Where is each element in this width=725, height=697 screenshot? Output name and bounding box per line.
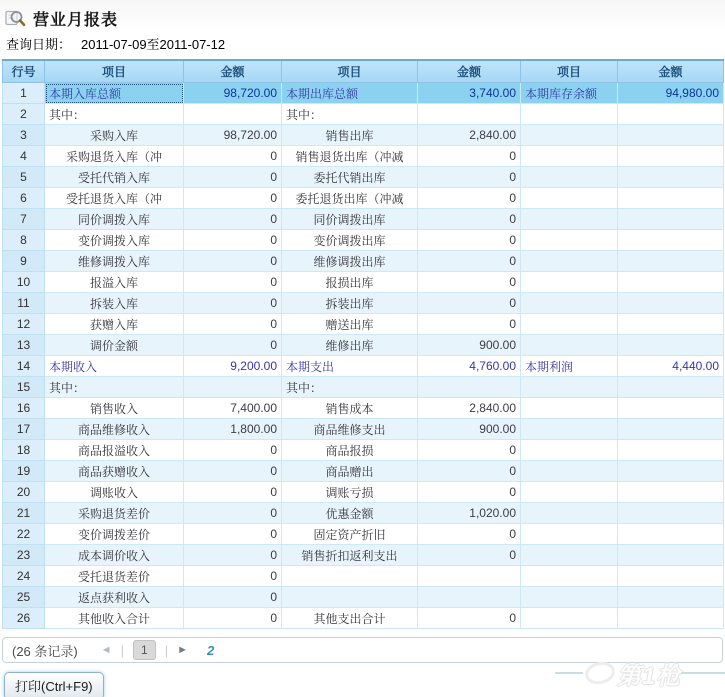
table-row[interactable]: [3, 419, 724, 440]
table-row[interactable]: [3, 608, 724, 629]
table-body: [3, 83, 724, 629]
amount-cell: 1,800.00: [184, 419, 282, 440]
table-row[interactable]: [3, 146, 724, 167]
amount-cell: 0: [184, 188, 282, 209]
amount-cell: [418, 104, 521, 125]
item-cell: [521, 230, 618, 251]
item-cell: [521, 419, 618, 440]
watermark-line: [555, 672, 583, 674]
row-number: 21: [3, 503, 45, 524]
amount-cell: [618, 587, 724, 608]
amount-cell: 4,760.00: [418, 356, 521, 377]
item-cell: 销售折扣返利支出: [282, 545, 418, 566]
report-magnifier-icon: [5, 9, 26, 28]
query-date-line: [0, 31, 725, 58]
item-cell: 报损出库: [282, 272, 418, 293]
amount-cell: [618, 104, 724, 125]
item-cell: 其中：: [45, 377, 184, 398]
item-cell: 销售收入: [45, 398, 184, 419]
item-cell: [521, 188, 618, 209]
item-cell: 维修出库: [282, 335, 418, 356]
amount-cell: 3,740.00: [418, 83, 521, 104]
query-date-label: 查询日期：: [6, 37, 72, 52]
row-number: 15: [3, 377, 45, 398]
row-number: 19: [3, 461, 45, 482]
item-cell: 商品报溢收入: [45, 440, 184, 461]
item-cell: 赠送出库: [282, 314, 418, 335]
item-cell: 调账收入: [45, 482, 184, 503]
item-cell: [521, 146, 618, 167]
amount-cell: [618, 167, 724, 188]
item-cell: 报溢入库: [45, 272, 184, 293]
amount-cell: 0: [418, 146, 521, 167]
table-row[interactable]: [3, 587, 724, 608]
table-row[interactable]: [3, 314, 724, 335]
item-cell: 获赠入库: [45, 314, 184, 335]
column-header-0: 行号: [3, 60, 45, 83]
page-2-link[interactable]: 2: [206, 642, 215, 658]
table-row[interactable]: [3, 188, 724, 209]
table-row[interactable]: [3, 230, 724, 251]
item-cell: [521, 377, 618, 398]
row-number: 23: [3, 545, 45, 566]
item-cell: [521, 293, 618, 314]
amount-cell: 1,020.00: [418, 503, 521, 524]
query-date-value: 2011-07-09至2011-07-12: [81, 37, 226, 52]
item-cell: [521, 272, 618, 293]
amount-cell: [618, 398, 724, 419]
item-cell: 拆装出库: [282, 293, 418, 314]
amount-cell: [618, 335, 724, 356]
amount-cell: 0: [184, 293, 282, 314]
amount-cell: [618, 482, 724, 503]
amount-cell: [618, 608, 724, 629]
amount-cell: 0: [418, 524, 521, 545]
print-button[interactable]: 打印(Ctrl+F9): [4, 672, 104, 697]
table-row[interactable]: [3, 83, 724, 104]
item-cell: 销售退货出库（冲减: [282, 146, 418, 167]
item-cell: 受托代销入库: [45, 167, 184, 188]
item-cell: 变价调拨入库: [45, 230, 184, 251]
amount-cell: [618, 251, 724, 272]
row-number: 14: [3, 356, 45, 377]
row-number: 8: [3, 230, 45, 251]
amount-cell: [618, 146, 724, 167]
amount-cell: 900.00: [418, 335, 521, 356]
title-bar: [0, 0, 725, 31]
amount-cell: [618, 377, 724, 398]
item-cell: 其他收入合计: [45, 608, 184, 629]
item-cell: 本期出库总额: [282, 83, 418, 104]
row-number: 12: [3, 314, 45, 335]
item-cell: 本期入库总额: [45, 83, 184, 104]
amount-cell: 0: [418, 230, 521, 251]
row-number: 11: [3, 293, 45, 314]
item-cell: 同价调拨出库: [282, 209, 418, 230]
amount-cell: 98,720.00: [184, 83, 282, 104]
amount-cell: 0: [418, 188, 521, 209]
amount-cell: 0: [184, 230, 282, 251]
item-cell: [521, 524, 618, 545]
amount-cell: 0: [418, 293, 521, 314]
item-cell: 受托退货差价: [45, 566, 184, 587]
report-table: [2, 59, 724, 629]
amount-cell: 0: [184, 545, 282, 566]
item-cell: [521, 545, 618, 566]
item-cell: 其他支出合计: [282, 608, 418, 629]
item-cell: [521, 167, 618, 188]
prev-page-icon[interactable]: ◄: [100, 644, 112, 656]
amount-cell: 0: [184, 482, 282, 503]
amount-cell: 0: [418, 608, 521, 629]
amount-cell: 0: [418, 545, 521, 566]
item-cell: 本期利润: [521, 356, 618, 377]
item-cell: [521, 440, 618, 461]
item-cell: 成本调价收入: [45, 545, 184, 566]
item-cell: [521, 251, 618, 272]
item-cell: [521, 125, 618, 146]
table-row[interactable]: [3, 566, 724, 587]
amount-cell: 0: [184, 608, 282, 629]
item-cell: [521, 503, 618, 524]
item-cell: [521, 461, 618, 482]
table-row[interactable]: [3, 335, 724, 356]
row-number: 22: [3, 524, 45, 545]
row-number: 18: [3, 440, 45, 461]
table-row[interactable]: [3, 377, 724, 398]
column-header-2: 金额: [184, 60, 282, 83]
amount-cell: 4,440.00: [618, 356, 724, 377]
amount-cell: 0: [184, 587, 282, 608]
amount-cell: 0: [418, 461, 521, 482]
row-number: 16: [3, 398, 45, 419]
column-header-1: 项目: [45, 60, 184, 83]
amount-cell: 0: [184, 146, 282, 167]
amount-cell: [618, 545, 724, 566]
item-cell: 变价调拨差价: [45, 524, 184, 545]
table-row[interactable]: [3, 356, 724, 377]
item-cell: 优惠金额: [282, 503, 418, 524]
table-row[interactable]: [3, 524, 724, 545]
table-row[interactable]: [3, 272, 724, 293]
amount-cell: [618, 272, 724, 293]
table-row[interactable]: [3, 440, 724, 461]
amount-cell: 0: [184, 566, 282, 587]
column-header-6: 金额: [618, 60, 724, 83]
row-number: 2: [3, 104, 45, 125]
item-cell: 本期收入: [45, 356, 184, 377]
item-cell: [521, 566, 618, 587]
amount-cell: [618, 524, 724, 545]
row-number: 25: [3, 587, 45, 608]
item-cell: 委托代销出库: [282, 167, 418, 188]
amount-cell: 0: [418, 482, 521, 503]
table-row[interactable]: [3, 398, 724, 419]
table-row[interactable]: [3, 461, 724, 482]
table-row[interactable]: [3, 167, 724, 188]
row-number: 17: [3, 419, 45, 440]
amount-cell: [418, 587, 521, 608]
item-cell: 变价调拨出库: [282, 230, 418, 251]
row-number: 10: [3, 272, 45, 293]
table-row[interactable]: [3, 104, 724, 125]
table-row[interactable]: [3, 503, 724, 524]
amount-cell: 0: [418, 251, 521, 272]
amount-cell: 0: [184, 524, 282, 545]
amount-cell: 0: [418, 272, 521, 293]
page-title: 营业月报表: [33, 11, 119, 29]
item-cell: 商品获赠收入: [45, 461, 184, 482]
item-cell: 委托退货出库（冲减: [282, 188, 418, 209]
amount-cell: [618, 188, 724, 209]
amount-cell: [618, 293, 724, 314]
row-number: 13: [3, 335, 45, 356]
item-cell: [521, 482, 618, 503]
table-row[interactable]: [3, 209, 724, 230]
watermark-logo-icon: [583, 659, 617, 687]
watermark-line: [681, 672, 725, 674]
current-page-button[interactable]: 1: [133, 640, 156, 660]
item-cell: 调账亏损: [282, 482, 418, 503]
item-cell: 采购退货差价: [45, 503, 184, 524]
row-number: 9: [3, 251, 45, 272]
amount-cell: 2,840.00: [418, 125, 521, 146]
item-cell: [282, 566, 418, 587]
amount-cell: [184, 104, 282, 125]
table-row[interactable]: [3, 125, 724, 146]
column-header-4: 金额: [418, 60, 521, 83]
amount-cell: 0: [184, 335, 282, 356]
item-cell: 其中：: [282, 104, 418, 125]
amount-cell: [618, 461, 724, 482]
item-cell: 同价调拨入库: [45, 209, 184, 230]
amount-cell: 0: [184, 167, 282, 188]
item-cell: 本期库存余额: [521, 83, 618, 104]
table-row[interactable]: [3, 293, 724, 314]
amount-cell: 0: [184, 272, 282, 293]
item-cell: [521, 209, 618, 230]
amount-cell: 94,980.00: [618, 83, 724, 104]
watermark-text: 第1枪: [617, 662, 682, 690]
row-number: 7: [3, 209, 45, 230]
item-cell: 商品维修支出: [282, 419, 418, 440]
item-cell: 商品赠出: [282, 461, 418, 482]
amount-cell: 0: [418, 167, 521, 188]
item-cell: [521, 314, 618, 335]
amount-cell: 0: [184, 440, 282, 461]
item-cell: [521, 335, 618, 356]
amount-cell: 0: [418, 440, 521, 461]
amount-cell: 0: [184, 503, 282, 524]
item-cell: 销售成本: [282, 398, 418, 419]
item-cell: [521, 608, 618, 629]
row-number: 24: [3, 566, 45, 587]
item-cell: 其中：: [45, 104, 184, 125]
row-number: 1: [3, 83, 45, 104]
amount-cell: [618, 209, 724, 230]
item-cell: 受托退货入库（冲: [45, 188, 184, 209]
row-number: 20: [3, 482, 45, 503]
item-cell: 维修调拨入库: [45, 251, 184, 272]
amount-cell: 0: [184, 209, 282, 230]
item-cell: 采购入库: [45, 125, 184, 146]
amount-cell: 98,720.00: [184, 125, 282, 146]
amount-cell: [618, 230, 724, 251]
item-cell: 其中：: [282, 377, 418, 398]
amount-cell: [618, 503, 724, 524]
item-cell: [521, 587, 618, 608]
amount-cell: 0: [418, 314, 521, 335]
record-count: (26 条记录): [12, 643, 78, 659]
pagination-separator: |: [164, 642, 169, 658]
amount-cell: 0: [184, 314, 282, 335]
item-cell: 调价金额: [45, 335, 184, 356]
table-row[interactable]: [3, 251, 724, 272]
table-header-row: [3, 60, 724, 83]
row-number: 26: [3, 608, 45, 629]
amount-cell: 0: [184, 251, 282, 272]
amount-cell: 9,200.00: [184, 356, 282, 377]
item-cell: 固定资产折旧: [282, 524, 418, 545]
column-header-3: 项目: [282, 60, 418, 83]
item-cell: 商品维修收入: [45, 419, 184, 440]
item-cell: 返点获利收入: [45, 587, 184, 608]
item-cell: 销售出库: [282, 125, 418, 146]
amount-cell: [618, 566, 724, 587]
item-cell: 采购退货入库（冲: [45, 146, 184, 167]
item-cell: 拆装入库: [45, 293, 184, 314]
amount-cell: 0: [184, 461, 282, 482]
pagination-bar: [2, 637, 723, 663]
amount-cell: [618, 314, 724, 335]
item-cell: 维修调拨出库: [282, 251, 418, 272]
next-page-icon[interactable]: ►: [177, 644, 188, 656]
amount-cell: [618, 440, 724, 461]
amount-cell: [418, 377, 521, 398]
amount-cell: [418, 566, 521, 587]
amount-cell: 0: [418, 209, 521, 230]
column-header-5: 项目: [521, 60, 618, 83]
item-cell: [282, 587, 418, 608]
row-number: 4: [3, 146, 45, 167]
item-cell: [521, 104, 618, 125]
row-number: 3: [3, 125, 45, 146]
pagination-separator: |: [120, 642, 125, 658]
item-cell: 商品报损: [282, 440, 418, 461]
table-row[interactable]: [3, 545, 724, 566]
amount-cell: [184, 377, 282, 398]
amount-cell: [618, 125, 724, 146]
item-cell: [521, 398, 618, 419]
item-cell: 本期支出: [282, 356, 418, 377]
amount-cell: 2,840.00: [418, 398, 521, 419]
amount-cell: 7,400.00: [184, 398, 282, 419]
amount-cell: [618, 419, 724, 440]
table-row[interactable]: [3, 482, 724, 503]
amount-cell: 900.00: [418, 419, 521, 440]
row-number: 5: [3, 167, 45, 188]
row-number: 6: [3, 188, 45, 209]
